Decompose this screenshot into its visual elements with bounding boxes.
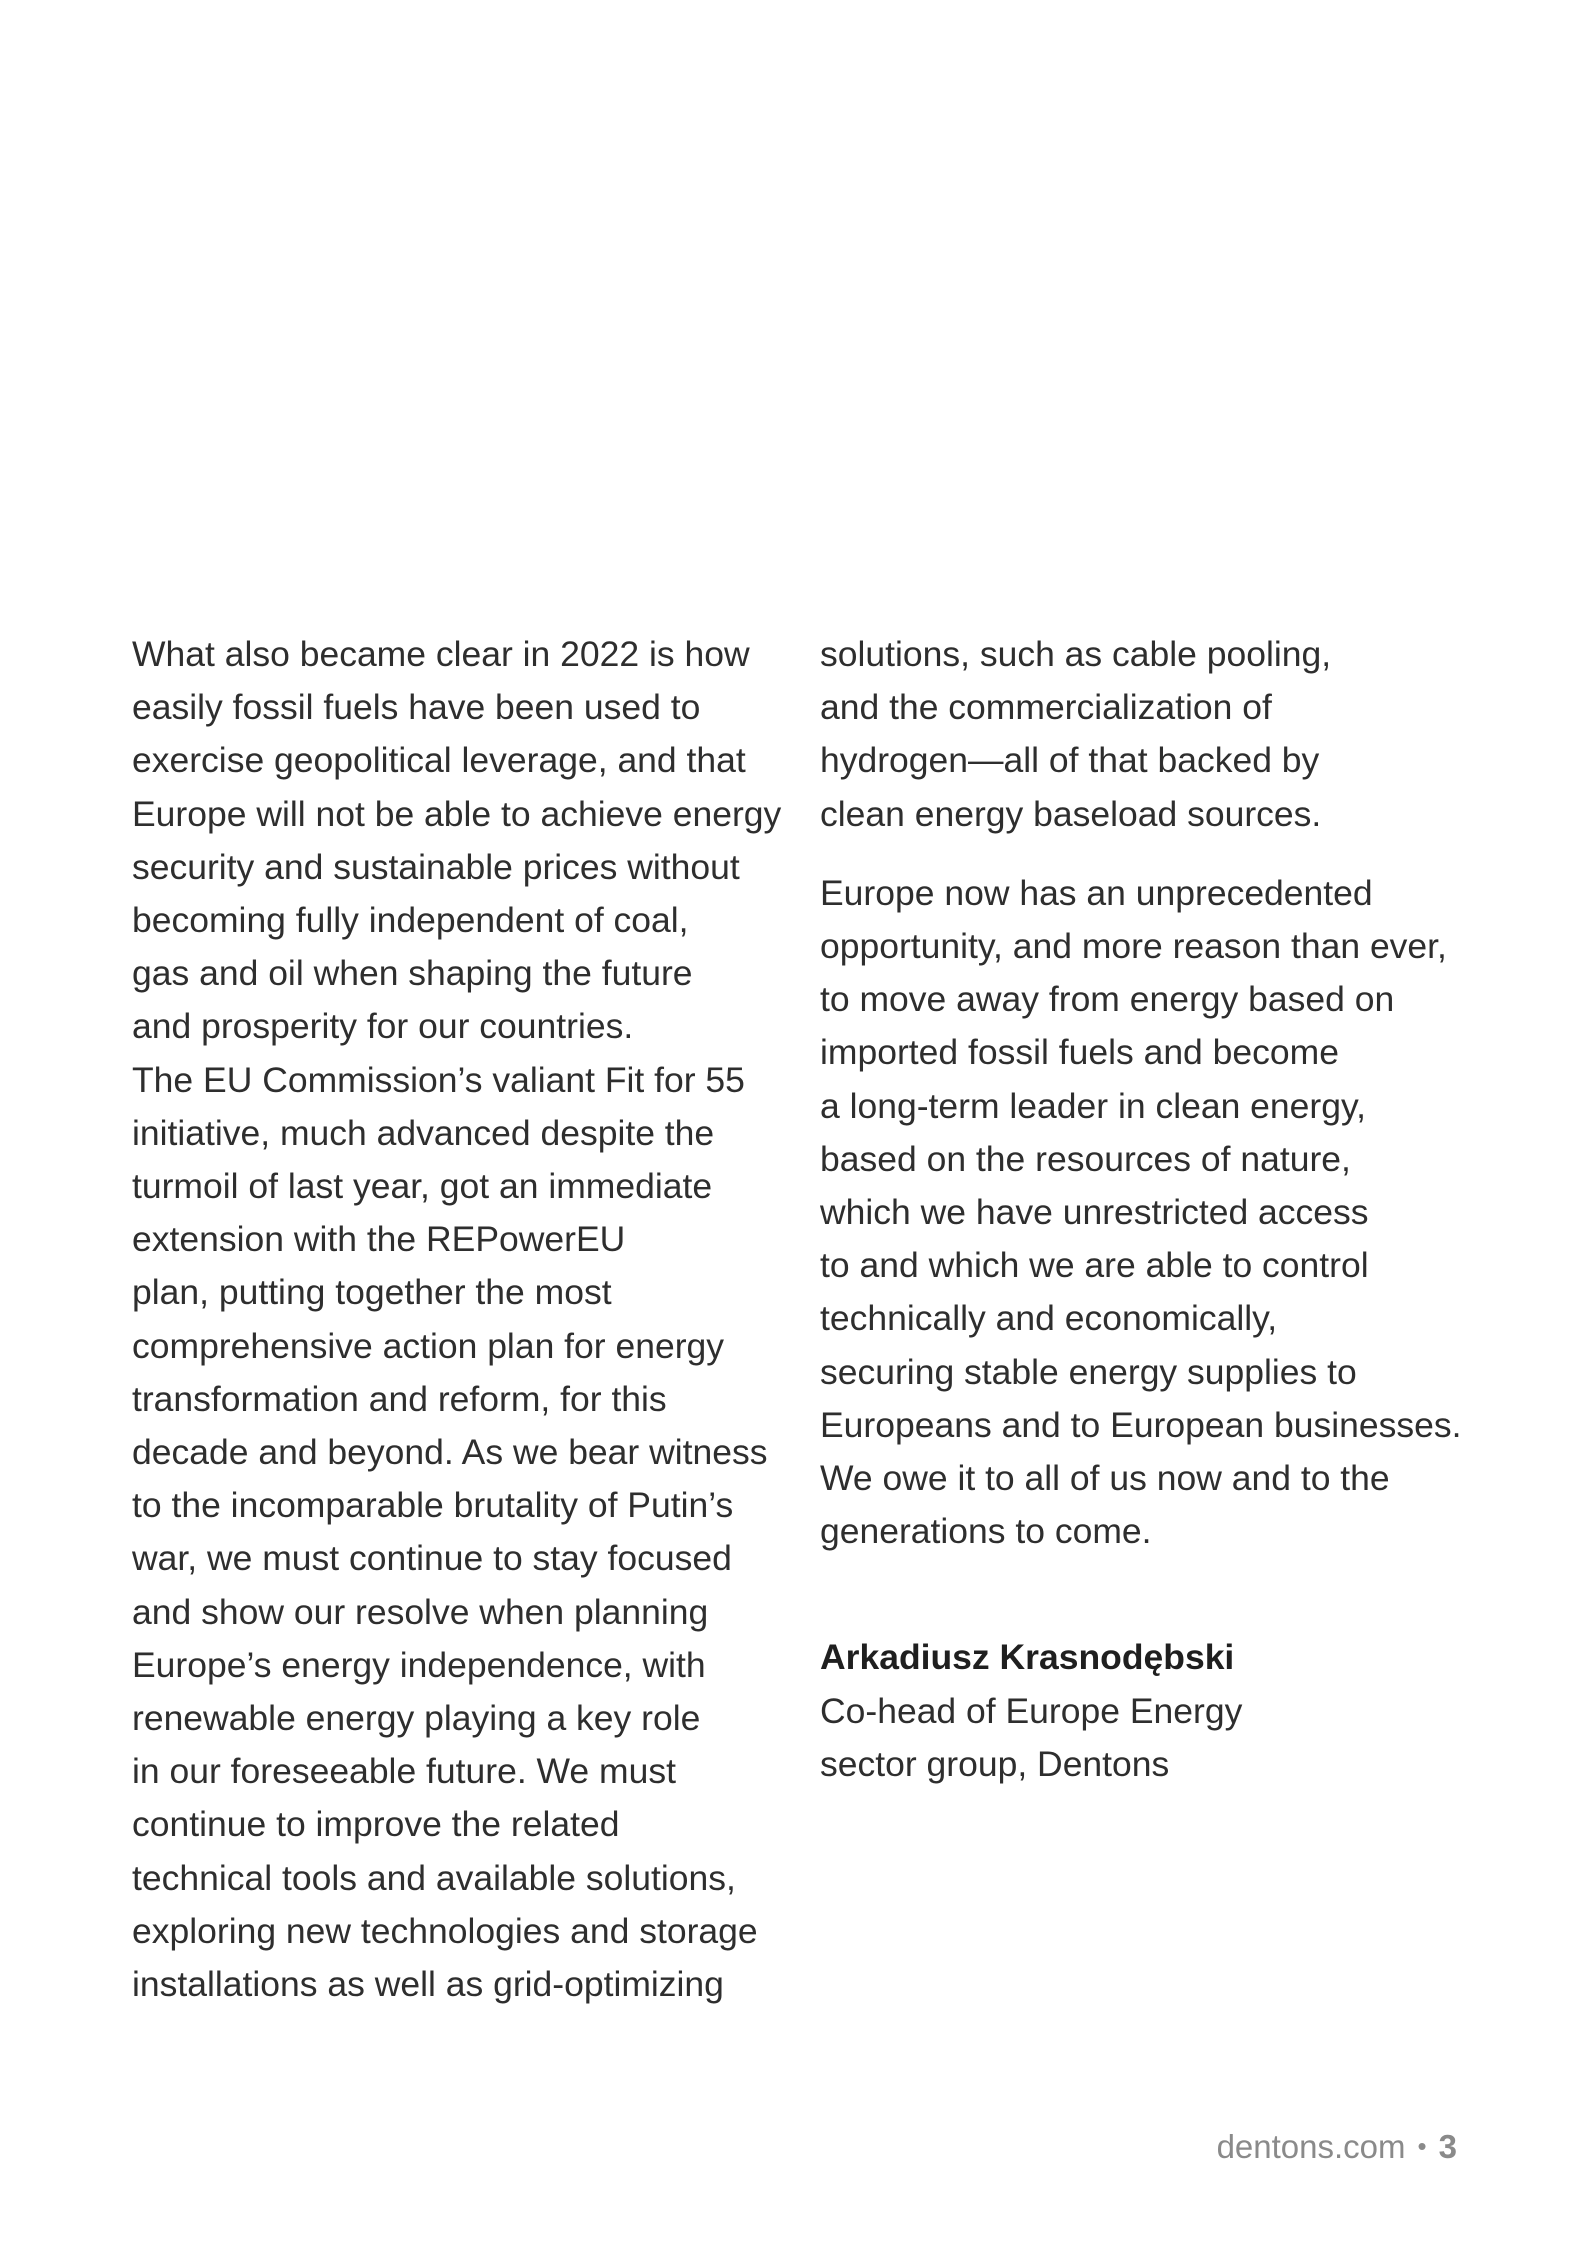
- page-footer: [1217, 2126, 1457, 2167]
- text-line: becoming fully independent of coal,: [132, 900, 689, 941]
- text-line: installations as well as grid-optimizing: [132, 1964, 724, 2005]
- text-line: decade and beyond. As we bear witness: [132, 1432, 768, 1473]
- text-line: security and sustainable prices without: [132, 846, 740, 887]
- text-line: plan, putting together the most: [132, 1272, 612, 1313]
- text-line: based on the resources of nature,: [820, 1138, 1351, 1179]
- text-line: Europe’s energy independence, with: [132, 1644, 706, 1685]
- text-line: transformation and reform, for this: [132, 1378, 667, 1419]
- text-line: technical tools and available solutions,: [132, 1857, 736, 1898]
- text-line: and prosperity for our countries.: [132, 1006, 634, 1047]
- text-line: The EU Commission’s valiant Fit for 55: [132, 1059, 745, 1100]
- text-line: generations to come.: [820, 1511, 1152, 1552]
- text-line: to the incomparable brutality of Putin’s: [132, 1485, 734, 1526]
- left-column: [132, 628, 792, 2011]
- right-column: [820, 628, 1500, 1791]
- paragraph-continued: [820, 628, 1500, 841]
- text-line: a long-term leader in clean energy,: [820, 1085, 1366, 1126]
- text-line: easily fossil fuels have been used to: [132, 687, 701, 728]
- signature-title: sector group, Dentons: [820, 1743, 1170, 1784]
- text-line: to move away from energy based on: [820, 979, 1395, 1020]
- signature-spacer: [820, 1558, 1500, 1631]
- text-line: solutions, such as cable pooling,: [820, 634, 1332, 674]
- text-line: We owe it to all of us now and to the: [820, 1458, 1390, 1499]
- signature-block: [820, 1631, 1500, 1791]
- paragraph-closing: [820, 867, 1500, 1559]
- text-line: exercise geopolitical leverage, and that: [132, 740, 746, 781]
- text-line: What also became clear in 2022 is how: [132, 634, 750, 674]
- text-line: imported fossil fuels and become: [820, 1032, 1339, 1073]
- text-line: continue to improve the related: [132, 1804, 620, 1845]
- text-line: Europe now has an unprecedented: [820, 872, 1373, 913]
- text-line: comprehensive action plan for energy: [132, 1325, 725, 1366]
- footer-website: dentons.com: [1216, 2128, 1406, 2165]
- text-line: gas and oil when shaping the future: [132, 953, 693, 994]
- text-line: renewable energy playing a key role: [132, 1698, 701, 1739]
- text-line: Europeans and to European businesses.: [820, 1404, 1462, 1445]
- text-line: hydrogen—all of that backed by: [820, 740, 1320, 781]
- paragraph-spacer: [820, 841, 1500, 867]
- text-line: turmoil of last year, got an immediate: [132, 1166, 713, 1207]
- text-line: opportunity, and more reason than ever,: [820, 926, 1447, 967]
- text-line: exploring new technologies and storage: [132, 1910, 758, 1951]
- text-line: war, we must continue to stay focused: [132, 1538, 732, 1579]
- footer-separator: •: [1417, 2131, 1427, 2161]
- text-line: clean energy baseload sources.: [820, 793, 1322, 834]
- text-line: extension with the REPowerEU: [132, 1219, 626, 1260]
- text-line: securing stable energy supplies to: [820, 1351, 1357, 1392]
- text-line: and show our resolve when planning: [132, 1591, 709, 1632]
- text-line: technically and economically,: [820, 1298, 1278, 1339]
- text-line: in our foreseeable future. We must: [132, 1751, 676, 1792]
- text-line: to and which we are able to control: [820, 1245, 1369, 1286]
- signature-title: Co-head of Europe Energy: [820, 1690, 1243, 1731]
- text-line: and the commercialization of: [820, 687, 1272, 728]
- text-line: Europe will not be able to achieve energy: [132, 793, 782, 834]
- text-line: initiative, much advanced despite the: [132, 1112, 715, 1153]
- page-number: 3: [1438, 2128, 1457, 2165]
- text-line: which we have unrestricted access: [820, 1192, 1369, 1233]
- signature-name: Arkadiusz Krasnodębski: [820, 1637, 1235, 1678]
